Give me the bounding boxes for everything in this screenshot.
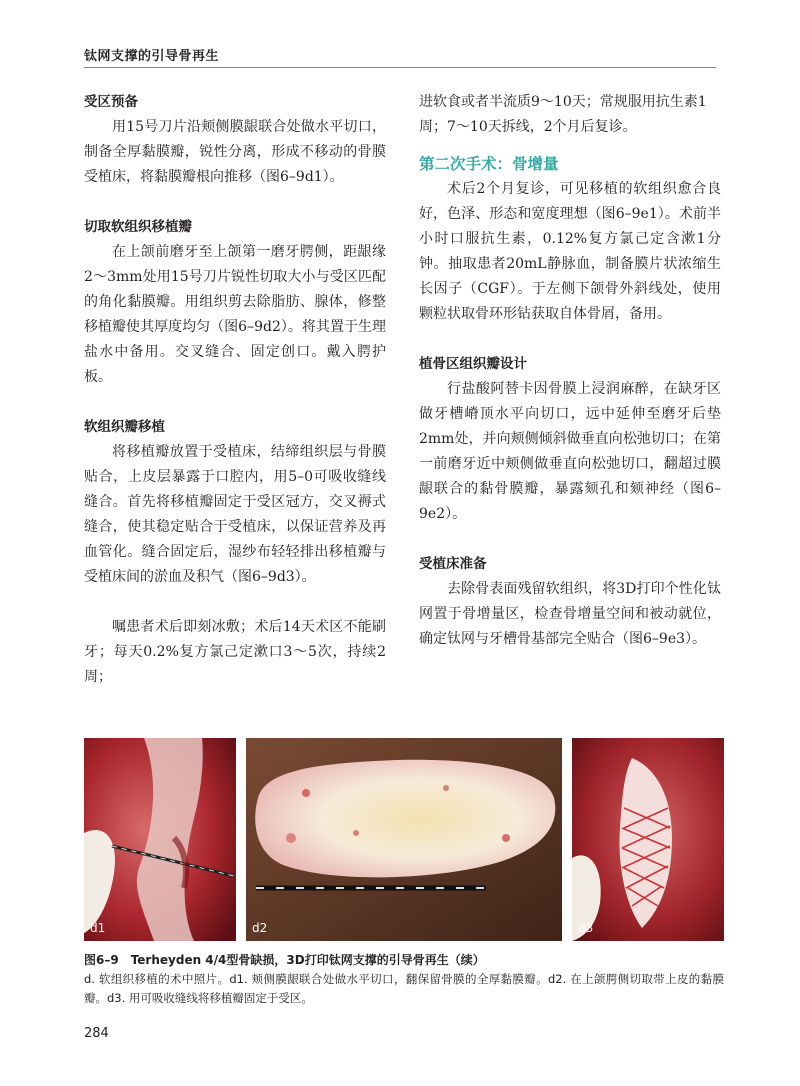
paragraph-gap: [419, 327, 721, 352]
figure-d1: [84, 738, 236, 941]
paragraph-gap: [84, 590, 386, 615]
figure-d2: [246, 738, 562, 941]
paragraph-gap: [419, 527, 721, 552]
surgical-site-photo-icon: [84, 738, 236, 941]
graft-tissue-photo-icon: [246, 738, 562, 941]
header-rule: [84, 67, 716, 68]
body-paragraph: 在上颌前磨牙至上颌第一磨牙腭侧，距龈缘2～3mm处用15号刀片锐性切取大小与受区匹配的角化黏膜瓣。用组织剪去除脂肪、腺体，修整移植瓣使其厚度均匀（图6–9d2）。将其置于生理盐水中备用。交叉缝合、固定创口。戴入腭护板。: [84, 244, 386, 385]
sutured-graft-photo-icon: [572, 738, 724, 941]
figure-label-d2: d2: [252, 921, 268, 935]
paragraph-gap: [84, 190, 386, 215]
section-heading: 软组织瓣移植: [84, 419, 165, 435]
figure-caption-title: 图6–9 Terheyden 4/4型骨缺损，3D打印钛网支撑的引导骨再生（续）: [84, 953, 485, 967]
body-paragraph-continued: 进软食或者半流质9～10天；常规服用抗生素1周；7～10天拆线，2个月后复诊。: [419, 94, 707, 135]
paragraph-gap: [84, 390, 386, 415]
page-number: 284: [84, 1026, 109, 1041]
section-heading: 切取软组织移植瓣: [84, 219, 192, 235]
body-paragraph: 术后2个月复诊，可见移植的软组织愈合良好，色泽、形态和宽度理想（图6–9e1）。术前半小时口服抗生素，0.12%复方氯己定含漱1分钟。抽取患者20mL静脉血，制备膜片状浓缩生长因子（CGF）。于左侧下颌骨外斜线处，使用颗粒状取骨环形钻获取自体骨屑，备用。: [419, 181, 721, 322]
running-head: 钛网支撑的引导骨再生: [84, 49, 220, 64]
section-heading: 受植床准备: [419, 556, 487, 572]
section-heading: 受区预备: [84, 94, 138, 110]
paragraph-gap: [419, 140, 721, 152]
body-paragraph: 行盐酸阿替卡因骨膜上浸润麻醉，在缺牙区做牙槽嵴顶水平向切口，远中延伸至磨牙后垫2mm处，并向颊侧倾斜做垂直向松弛切口；在第一前磨牙近中颊侧做垂直向松弛切口，翻超过膜龈联合的黏骨膜瓣，暴露颏孔和颏神经（图6–9e2）。: [419, 381, 721, 522]
figure-d3: [572, 738, 724, 941]
body-paragraph: 用15号刀片沿颊侧膜龈联合处做水平切口，制备全厚黏膜瓣，锐性分离，形成不移动的骨膜受植床，将黏膜瓣根向推移（图6–9d1）。: [84, 119, 386, 185]
figure-caption-body: d. 软组织移植的术中照片。d1. 颊侧膜龈联合处做水平切口，翻保留骨膜的全厚黏膜瓣。d2. 在上颌腭侧切取带上皮的黏膜瓣。d3. 用可吸收缝线将移植瓣固定于受区。: [84, 972, 724, 1005]
figure-label-d1: d1: [90, 921, 106, 935]
chapter-section-heading: 第二次手术：骨增量: [419, 155, 559, 173]
figure-label-d3: d3: [578, 921, 594, 935]
body-paragraph: 去除骨表面残留软组织，将3D打印个性化钛网置于骨增量区，检查骨增量空间和被动就位，确定钛网与牙槽骨基部完全贴合（图6–9e3）。: [419, 581, 721, 647]
right-column: [419, 90, 721, 652]
left-column: [84, 90, 386, 690]
body-paragraph: 嘱患者术后即刻冰敷；术后14天术区不能刷牙；每天0.2%复方氯己定漱口3～5次，持续2周；: [84, 619, 386, 685]
section-heading: 植骨区组织瓣设计: [419, 356, 527, 372]
body-paragraph: 将移植瓣放置于受植床，结缔组织层与骨膜贴合，上皮层暴露于口腔内，用5–0可吸收缝线缝合。首先将移植瓣固定于受区冠方，交叉褥式缝合，使其稳定贴合于受植床，以保证营养及再血管化。缝合固定后，湿纱布轻轻排出移植瓣与受植床间的淤血及积气（图6–9d3）。: [84, 444, 386, 585]
